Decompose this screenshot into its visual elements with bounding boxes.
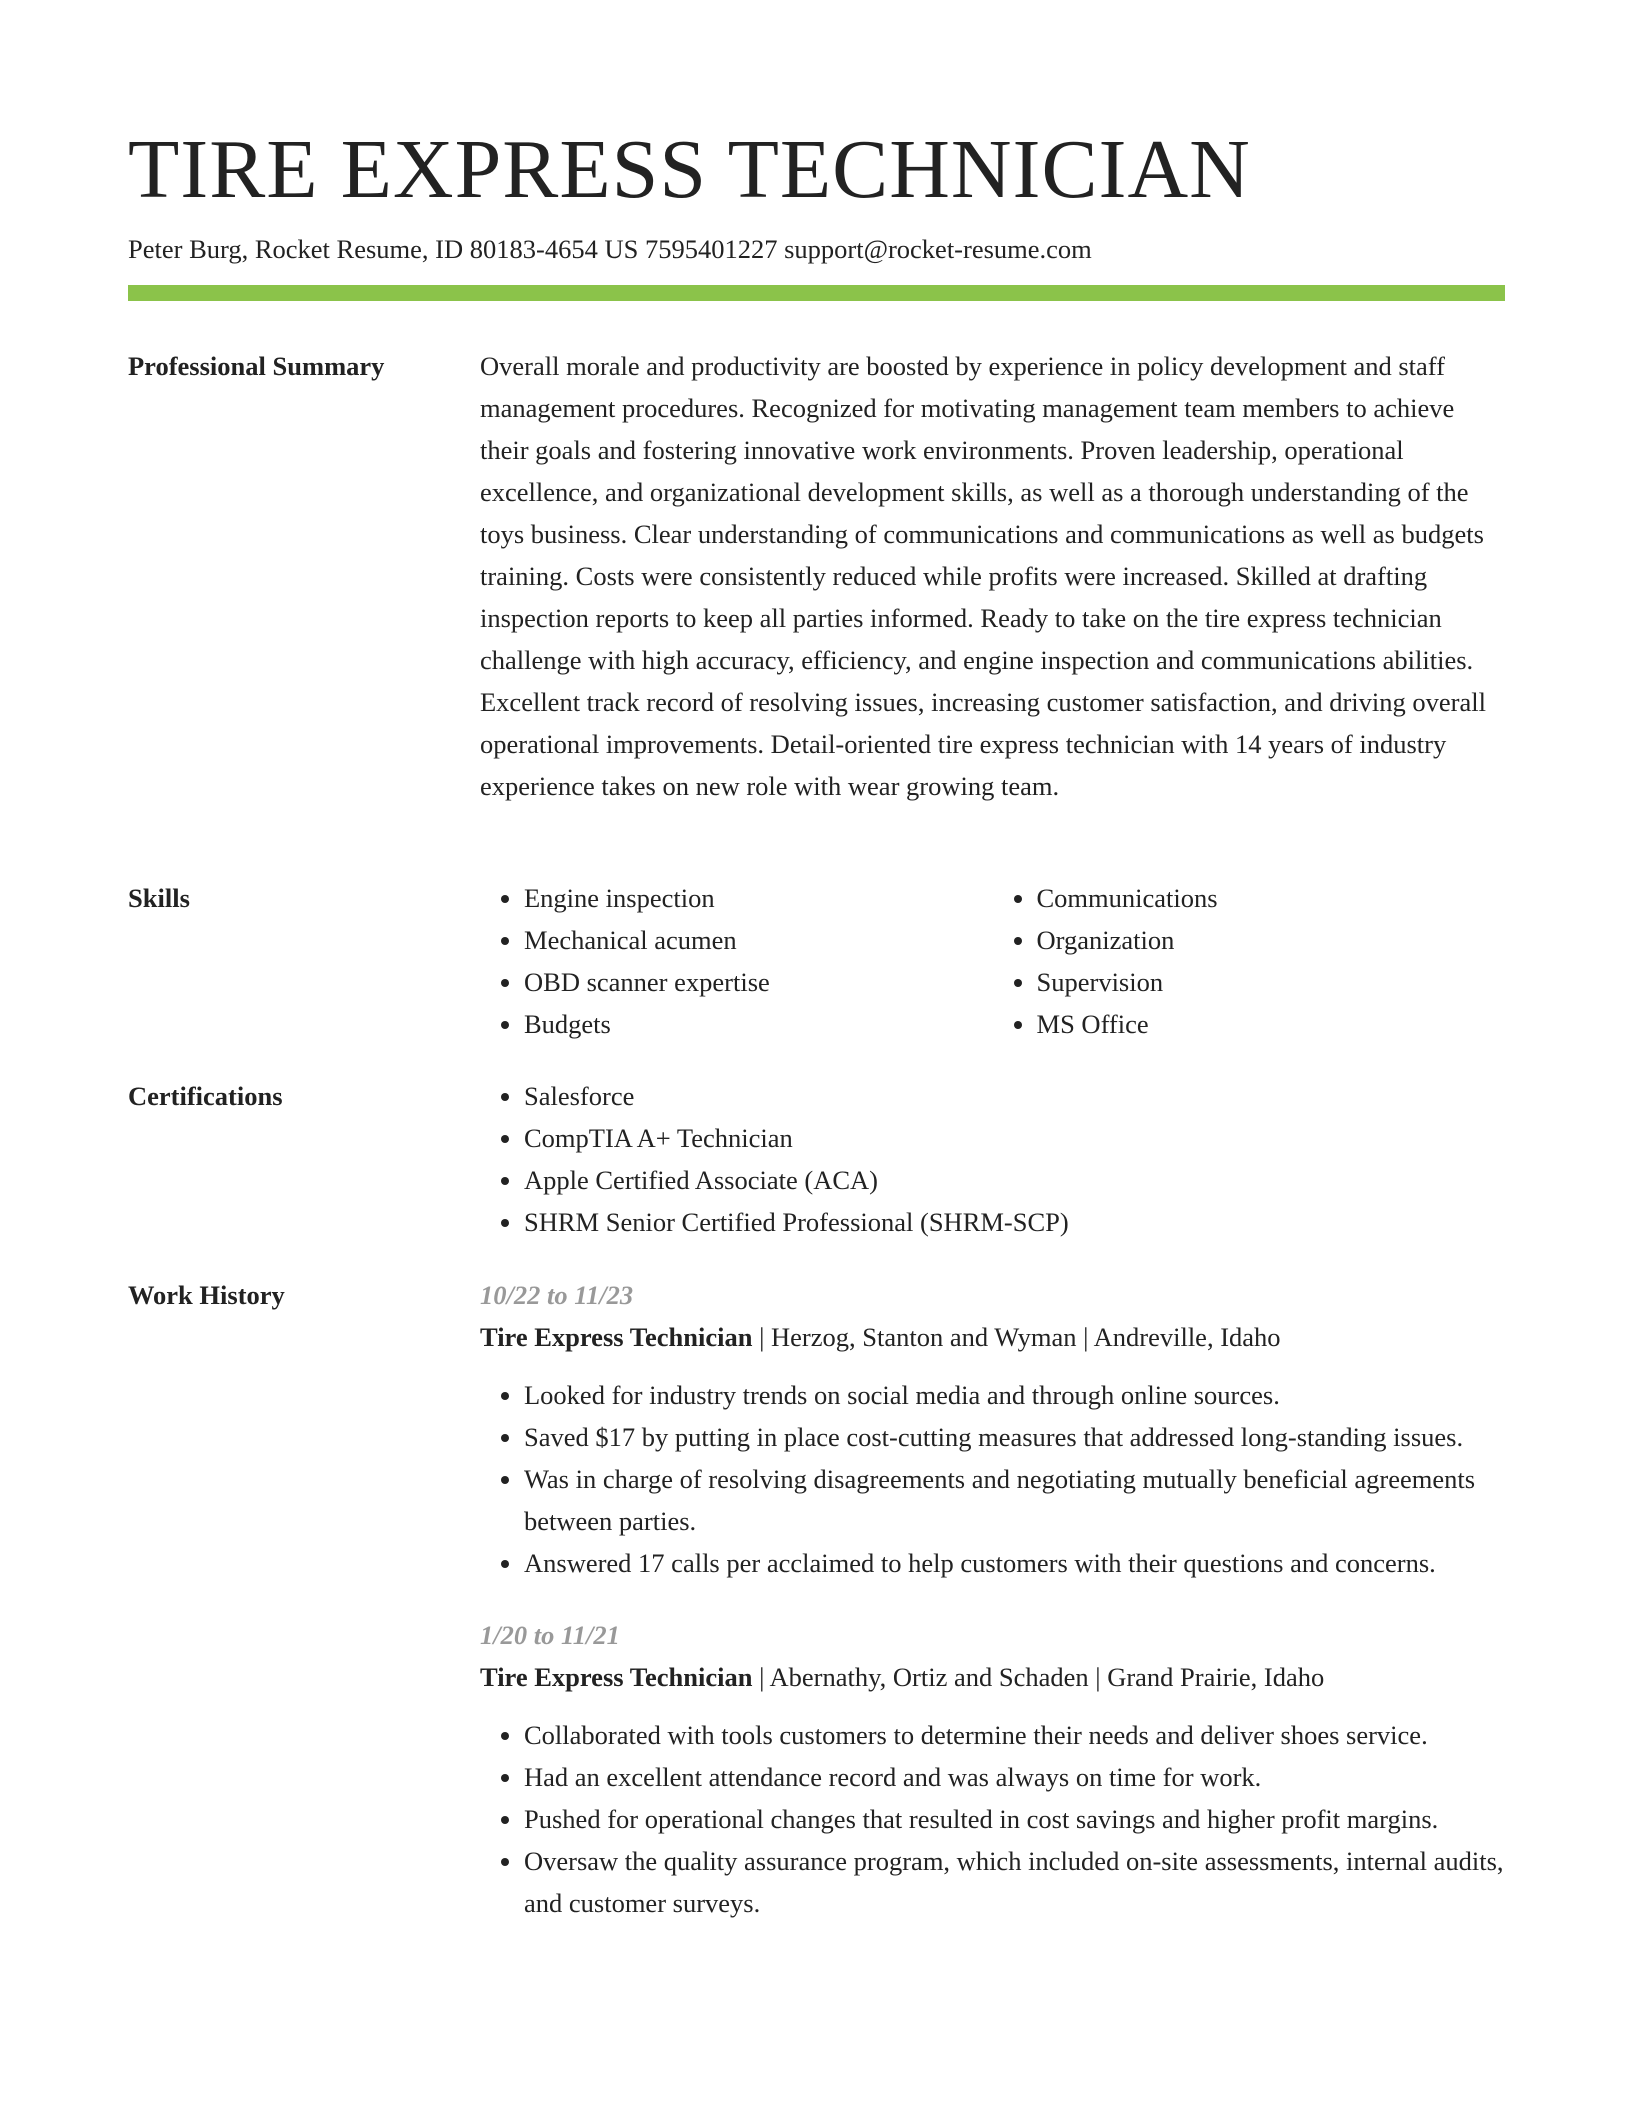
skill-item: • Engine inspection [524, 877, 993, 919]
section-label-skills: Skills [128, 883, 190, 913]
skill-item: • MS Office [1037, 1003, 1506, 1045]
job-bullet: • Oversaw the quality assurance program, which included on-site assessments, internal audits, and customer surveys. [524, 1840, 1505, 1924]
section-label-certifications: Certifications [128, 1081, 283, 1111]
summary-text: Overall morale and productivity are boosted by experience in policy development and staff management procedures. Recognized for motivating management team members to achieve their goals and fostering innovative work environments. Proven leadership, operational excellence, and organizational development skills, as well as a thorough understanding of the toys business. Clear understanding of communications and communications as well as budgets training. Costs were consistently reduced while profits were increased. Skilled at drafting inspection reports to keep all parties informed. Ready to take on the tire express technician challenge with high accuracy, efficiency, and engine inspection and communications abilities. Excellent track record of resolving issues, increasing customer satisfaction, and driving overall operational improvements. Detail-oriented tire express technician with 14 years of industry experience takes on new role with wear growing team. [480, 351, 1486, 801]
job-bullet: • Saved $17 by putting in place cost-cutting measures that addressed long-standing issues. [524, 1416, 1505, 1458]
skills-body [480, 877, 1505, 1045]
job-dates: 1/20 to 11/21 [480, 1620, 620, 1650]
section-label-work-history: Work History [128, 1280, 285, 1310]
certification-item: • SHRM Senior Certified Professional (SHRM-SCP) [524, 1201, 1505, 1243]
job-heading [480, 1656, 1505, 1698]
skill-item: • Budgets [524, 1003, 993, 1045]
contact-line: Peter Burg, Rocket Resume, ID 80183-4654 US 7595401227 support@rocket-resume.com [128, 234, 1092, 264]
skill-item: • Supervision [1037, 961, 1506, 1003]
job-bullets [480, 1374, 1505, 1584]
certification-item: • CompTIA A+ Technician [524, 1117, 1505, 1159]
skill-item: • Organization [1037, 919, 1506, 961]
job-bullet: • Pushed for operational changes that resulted in cost savings and higher profit margins. [524, 1798, 1505, 1840]
job-entry [480, 1274, 1505, 1584]
job-dates: 10/22 to 11/23 [480, 1280, 634, 1310]
resume-title: TIRE EXPRESS TECHNICIAN [128, 123, 1251, 216]
skills-list-left [480, 877, 993, 1045]
certification-item: • Salesforce [524, 1075, 1505, 1117]
skill-item: • Communications [1037, 877, 1506, 919]
job-title: Tire Express Technician [480, 1322, 753, 1352]
section-label-summary: Professional Summary [128, 351, 385, 381]
job-employer-location: | Abernathy, Ortiz and Schaden | Grand Prairie, Idaho [752, 1662, 1325, 1692]
skill-item: • Mechanical acumen [524, 919, 993, 961]
job-bullet: • Had an excellent attendance record and was always on time for work. [524, 1756, 1505, 1798]
job-title: Tire Express Technician [480, 1662, 753, 1692]
work-history-body [480, 1274, 1505, 1954]
certifications-list [480, 1075, 1505, 1243]
job-entry [480, 1614, 1505, 1924]
skills-grid [480, 877, 1505, 1045]
job-heading [480, 1316, 1505, 1358]
accent-divider [128, 285, 1505, 301]
skill-item: • OBD scanner expertise [524, 961, 993, 1003]
job-bullets [480, 1714, 1505, 1924]
job-bullet: • Looked for industry trends on social media and through online sources. [524, 1374, 1505, 1416]
job-bullet: • Answered 17 calls per acclaimed to help customers with their questions and concerns. [524, 1542, 1505, 1584]
job-bullet: • Was in charge of resolving disagreements and negotiating mutually beneficial agreements between parties. [524, 1458, 1505, 1542]
skills-list-right [993, 877, 1506, 1045]
certification-item: • Apple Certified Associate (ACA) [524, 1159, 1505, 1201]
job-bullet: • Collaborated with tools customers to determine their needs and deliver shoes service. [524, 1714, 1505, 1756]
job-employer-location: | Herzog, Stanton and Wyman | Andreville, Idaho [752, 1322, 1281, 1352]
summary-body [480, 345, 1505, 807]
certifications-body [480, 1075, 1505, 1243]
